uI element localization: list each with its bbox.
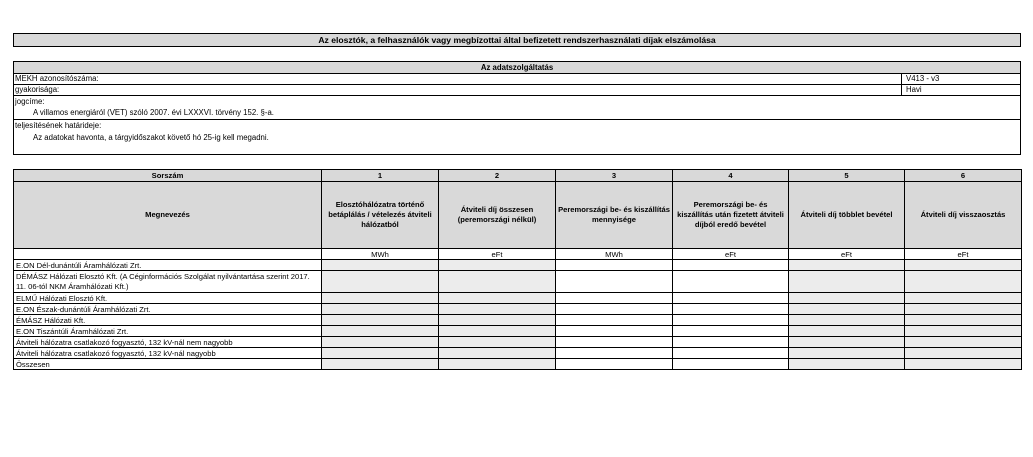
row-label: ÉMÁSZ Hálózati Kft. — [14, 315, 322, 326]
unit-row — [14, 249, 1022, 260]
table-row — [14, 293, 1022, 304]
input-cell[interactable] — [673, 304, 789, 315]
table-row — [14, 348, 1022, 359]
input-cell[interactable] — [322, 304, 439, 315]
frequency-row — [14, 85, 1020, 96]
input-cell[interactable] — [673, 348, 789, 359]
input-cell[interactable] — [439, 260, 556, 271]
id-value: V413 - v3 — [906, 74, 940, 83]
input-cell[interactable] — [905, 293, 1022, 304]
column-header: Átviteli díj többlet bevétel — [789, 182, 905, 249]
input-cell[interactable] — [439, 326, 556, 337]
input-cell[interactable] — [905, 304, 1022, 315]
column-header: Átviteli díj visszaosztás — [905, 182, 1022, 249]
deadline-label: teljesítésének határideje: — [15, 121, 102, 130]
input-cell[interactable] — [322, 326, 439, 337]
input-cell[interactable] — [439, 348, 556, 359]
input-cell[interactable] — [905, 359, 1022, 370]
table-row — [14, 359, 1022, 370]
input-cell[interactable] — [556, 337, 673, 348]
metadata-block — [13, 61, 1021, 155]
input-cell[interactable] — [556, 304, 673, 315]
input-cell[interactable] — [905, 326, 1022, 337]
input-cell[interactable] — [673, 293, 789, 304]
col-number: 5 — [789, 170, 905, 182]
deadline-row — [14, 120, 1020, 144]
input-cell[interactable] — [789, 304, 905, 315]
input-cell[interactable] — [673, 337, 789, 348]
input-cell[interactable] — [905, 348, 1022, 359]
input-cell[interactable] — [439, 271, 556, 293]
input-cell[interactable] — [789, 337, 905, 348]
unit-cell: eFt — [439, 249, 556, 260]
input-cell[interactable] — [789, 326, 905, 337]
row-label: E.ON Dél-dunántúli Áramhálózati Zrt. — [14, 260, 322, 271]
input-cell[interactable] — [789, 260, 905, 271]
input-cell[interactable] — [439, 293, 556, 304]
input-cell[interactable] — [673, 359, 789, 370]
column-header: Peremországi be- és kiszállítás után fizetett átviteli díjból eredő bevétel — [673, 182, 789, 249]
input-cell[interactable] — [322, 260, 439, 271]
unit-cell: MWh — [322, 249, 439, 260]
input-cell[interactable] — [673, 315, 789, 326]
input-cell[interactable] — [322, 293, 439, 304]
row-label: E.ON Tiszántúli Áramhálózati Zrt. — [14, 326, 322, 337]
sorszam-header: Sorszám — [14, 170, 322, 182]
row-label: ELMŰ Hálózati Elosztó Kft. — [14, 293, 322, 304]
frequency-value: Havi — [906, 85, 922, 94]
input-cell[interactable] — [789, 315, 905, 326]
input-cell[interactable] — [322, 315, 439, 326]
meta-divider — [901, 74, 902, 96]
input-cell[interactable] — [439, 315, 556, 326]
table-row — [14, 271, 1022, 293]
input-cell[interactable] — [673, 271, 789, 293]
unit-cell: eFt — [789, 249, 905, 260]
unit-cell: eFt — [673, 249, 789, 260]
column-header-row — [14, 182, 1022, 249]
table-row — [14, 260, 1022, 271]
report-title: Az elosztók, a felhasználók vagy megbízottai által befizetett rendszerhasználati díjak elszámolása — [13, 33, 1021, 47]
column-number-row — [14, 170, 1022, 182]
id-row — [14, 74, 1020, 85]
col-number: 1 — [322, 170, 439, 182]
data-table — [13, 169, 1022, 370]
unit-blank — [14, 249, 322, 260]
row-label: Átviteli hálózatra csatlakozó fogyasztó, 132 kV-nál nem nagyobb — [14, 337, 322, 348]
input-cell[interactable] — [905, 271, 1022, 293]
input-cell[interactable] — [789, 271, 905, 293]
section-title: Az adatszolgáltatás — [14, 62, 1020, 74]
deadline-value: Az adatokat havonta, a tárgyidőszakot követő hó 25-ig kell megadni. — [33, 133, 269, 142]
table-row — [14, 326, 1022, 337]
input-cell[interactable] — [322, 337, 439, 348]
input-cell[interactable] — [322, 348, 439, 359]
input-cell[interactable] — [789, 293, 905, 304]
input-cell[interactable] — [673, 260, 789, 271]
input-cell[interactable] — [556, 348, 673, 359]
input-cell[interactable] — [556, 293, 673, 304]
input-cell[interactable] — [789, 348, 905, 359]
legal-basis-row — [14, 96, 1020, 120]
input-cell[interactable] — [556, 315, 673, 326]
legal-basis-value: A villamos energiáról (VET) szóló 2007. évi LXXXVI. törvény 152. §-a. — [33, 108, 274, 117]
input-cell[interactable] — [905, 260, 1022, 271]
input-cell[interactable] — [556, 260, 673, 271]
input-cell[interactable] — [439, 304, 556, 315]
input-cell[interactable] — [673, 326, 789, 337]
column-header: Peremországi be- és kiszállítás mennyisége — [556, 182, 673, 249]
row-label: Átviteli hálózatra csatlakozó fogyasztó, 132 kV-nál nagyobb — [14, 348, 322, 359]
col-number: 4 — [673, 170, 789, 182]
input-cell[interactable] — [439, 337, 556, 348]
row-label: E.ON Észak-dunántúli Áramhálózati Zrt. — [14, 304, 322, 315]
input-cell[interactable] — [556, 326, 673, 337]
table-row — [14, 315, 1022, 326]
col-number: 3 — [556, 170, 673, 182]
table-row — [14, 337, 1022, 348]
col-number: 2 — [439, 170, 556, 182]
table-row — [14, 304, 1022, 315]
col-number: 6 — [905, 170, 1022, 182]
unit-cell: eFt — [905, 249, 1022, 260]
input-cell[interactable] — [556, 359, 673, 370]
input-cell[interactable] — [905, 315, 1022, 326]
column-header: Elosztóhálózatra történő betáplálás / vételezés átviteli hálózatból — [322, 182, 439, 249]
column-header: Átviteli díj összesen (peremországi nélkül) — [439, 182, 556, 249]
row-label: DÉMÁSZ Hálózati Elosztó Kft. (A Céginformációs Szolgálat nyilvántartása szerint 2017. 11. 06-tól NKM Áramhálózati Kft.) — [14, 271, 322, 293]
input-cell[interactable] — [439, 359, 556, 370]
input-cell[interactable] — [322, 359, 439, 370]
frequency-label: gyakorisága: — [15, 85, 60, 94]
input-cell[interactable] — [905, 337, 1022, 348]
unit-cell: MWh — [556, 249, 673, 260]
id-label: MEKH azonosítószáma: — [15, 74, 99, 83]
input-cell[interactable] — [322, 271, 439, 293]
input-cell[interactable] — [556, 271, 673, 293]
megnevezes-header: Megnevezés — [14, 182, 322, 249]
row-label: Összesen — [14, 359, 322, 370]
legal-basis-label: jogcíme: — [15, 97, 45, 106]
input-cell[interactable] — [789, 359, 905, 370]
